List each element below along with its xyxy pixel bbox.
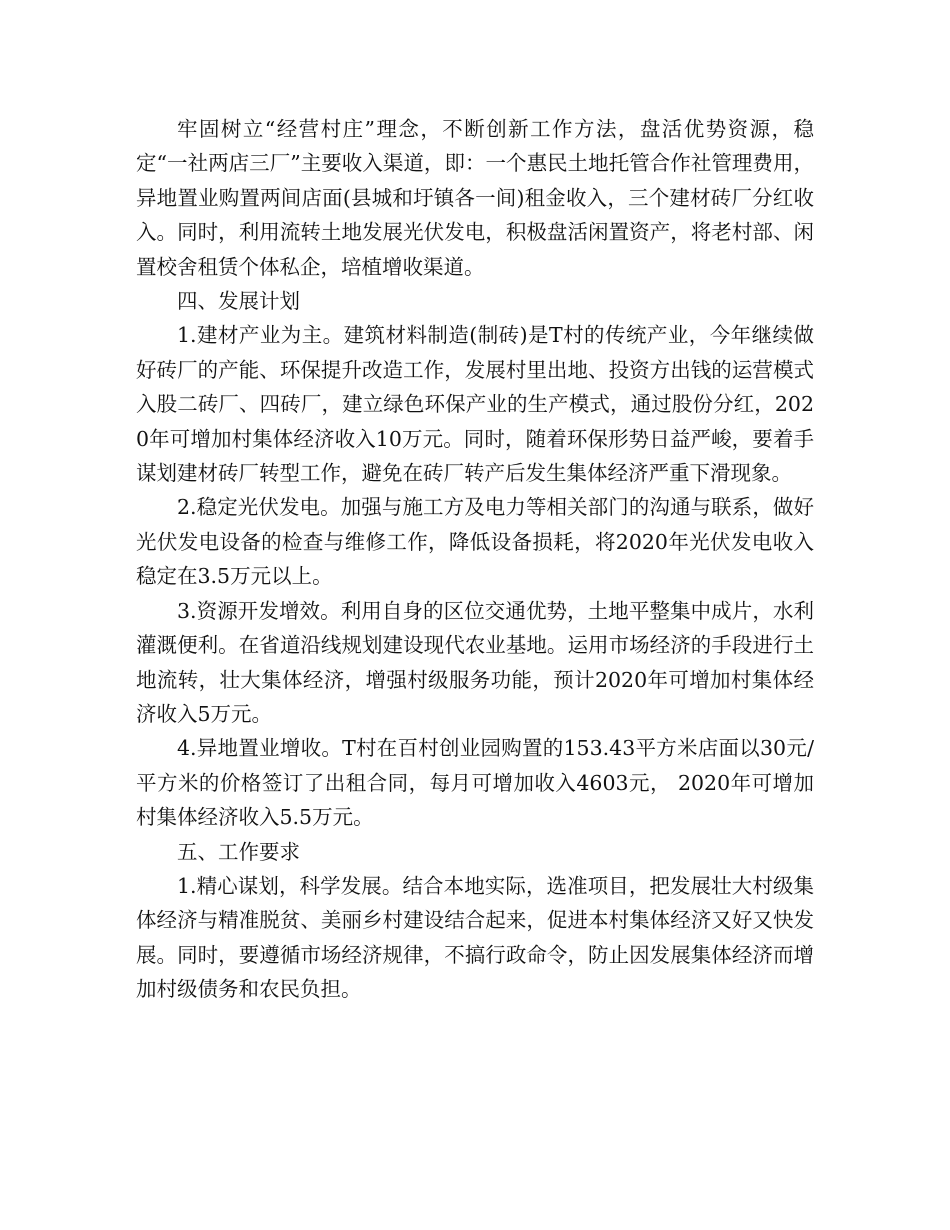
section-heading-development-plan: 四、发展计划: [177, 289, 300, 314]
paragraph-building-materials: 1.建材产业为主。建筑材料制造(制砖)是T村的传统产业，今年继续做好砖厂的产能、环保提升改造工作，发展村里出地、投资方出钱的运营模式入股二砖厂、四砖厂，建立绿色环保产业的生产模式，通过股份分红，2020年可增加村集体经济收入10万元。同时，随着环保形势日益严峻，要着手谋划建材砖厂转型工作，避免在砖厂转产后发生集体经济严重下滑现象。: [136, 323, 814, 486]
paragraph-careful-planning: 1.精心谋划，科学发展。结合本地实际，选准项目，把发展壮大村级集体经济与精准脱贫、美丽乡村建设结合起来，促进本村集体经济又好又快发展。同时，要遵循市场经济规律，不搞行政命令，防止因发展集体经济而增加村级债务和农民负担。: [136, 873, 814, 1002]
document-body: [136, 112, 814, 1007]
paragraph-photovoltaic: 2.稳定光伏发电。加强与施工方及电力等相关部门的沟通与联系，做好光伏发电设备的检查与维修工作，降低设备损耗，将2020年光伏发电收入稳定在3.5万元以上。: [136, 495, 814, 589]
section-heading-work-requirements: 五、工作要求: [177, 839, 300, 864]
paragraph-revenue-channels: 牢固树立“经营村庄”理念，不断创新工作方法，盘活优势资源，稳定“一社两店三厂”主要收入渠道，即：一个惠民土地托管合作社管理费用，异地置业购置两间店面(县城和圩镇各一间)租金收入，三个建材砖厂分红收入。同时，利用流转土地发展光伏发电，积极盘活闲置资产，将老村部、闲置校舍租赁个体私企，培植增收渠道。: [136, 117, 814, 279]
paragraph-offsite-property: 4.异地置业增收。T村在百村创业园购置的153.43平方米店面以30元/平方米的价格签订了出租合同，每月可增加收入4603元， 2020年可增加村集体经济收入5.5万元。: [136, 736, 814, 830]
paragraph-resource-development: 3.资源开发增效。利用自身的区位交通优势，土地平整集中成片，水利灌溉便利。在省道沿线规划建设现代农业基地。运用市场经济的手段进行土地流转，壮大集体经济，增强村级服务功能，预计2020年可增加村集体经济收入5万元。: [136, 598, 814, 726]
